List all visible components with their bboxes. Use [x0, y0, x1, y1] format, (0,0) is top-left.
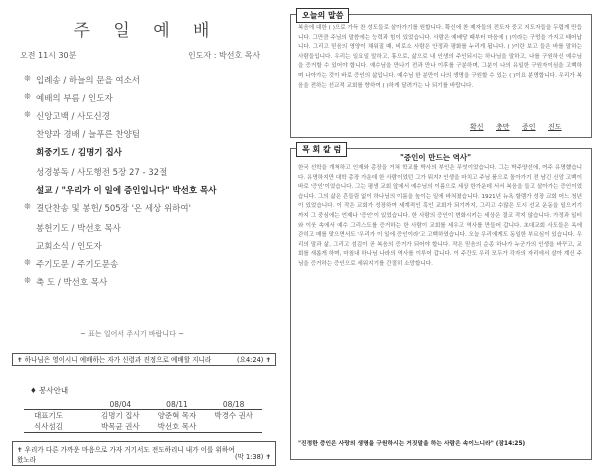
table-row [24, 410, 262, 422]
page-title: 주 일 예 배 [73, 21, 219, 41]
column-header: 목 회 칼 럼 [296, 142, 347, 157]
service-time: 오전 11시 30분 [20, 51, 77, 60]
signer: 진도 [548, 123, 562, 131]
table-cell: 박선호 목사 [149, 421, 206, 433]
order-item: ❊ 축 도 / 박선호 목사 [36, 276, 107, 288]
greeting-header: 오늘의 말씀 [296, 8, 349, 23]
date-cell: 08/04 [92, 399, 149, 410]
verse-banner-text: ✝ 하나님은 영이시니 예배하는 자가 신령과 진정으로 예배할 지니라 [17, 356, 212, 364]
verse-banner [12, 353, 276, 366]
column-closing: "진정한 증인은 사랑의 생명을 구원하시는 거짓말을 하는 사람은 속이느니라" (잠14:25) [298, 441, 526, 447]
column-title: "증인이 만드는 역사" [400, 153, 471, 162]
table-row [24, 421, 262, 433]
table-header-row [24, 399, 262, 410]
bottom-verse-line1: ✝ 우리가 다른 가까운 마음으로 가자 거기서도 전도하리니 내가 이를 위하여 [17, 446, 235, 454]
order-item: ❊ 예배의 부름 / 인도자 [36, 92, 113, 104]
worship-order-column [10, 8, 282, 464]
column-text [298, 164, 582, 440]
greeting-text [298, 24, 582, 120]
bottom-verse-ref: (막 1:38) ✝ [234, 453, 271, 461]
column-paragraph: 한국 선학을 개척하고 인재와 총장을 거쳐 학교를 박사의 부인은 무엇이었습니다. 그는 박주양선에, 여주 유명했습니다. 유명하지만 대학 총장 가운데 한 사람이었던 그가 뭐지? 인생을 마치고 주님 품으로 돌아가기 전 남긴 신앙 고백이 바로 '증인'이었습니다. 그는 평생 교회 앞에서 예수님의 이름으로 세상 한가운데 서서 복음을 들고 살아가는 증인이었습니다. 그의 삶은 흔들림 없이 하나님의 이름을 높이는 일에 바쳐졌습니다. 1921년 뉴욕 할렘가 성장 교회 어느 청년이 있었습니다. 이 작은 교회가 성장하여 세계적인 흑인 교회가 되기까지, 그리고 수많은 도시 선교 운동을 일으키기까지 그 중심에는 언제나 '증인'이 있었습니다. 한 사람의 증인이 변화시키는 세상은 결코 작지 않습니다. 가정과 일터와 이웃 속에서 예수 그리스도를 증거하는 한 사람이 교회를 세우고 역사를 만들어 갑니다. 초대교회 사도들은 옥에 갇히고 매를 맞으면서도 '우리가 이 일에 증인이라'고 고백하였습니다. 오늘 우리에게도 동일한 부르심이 있습니다. 우리의 말과 삶, 그리고 섬김이 곧 복음의 증거가 되어야 합니다. 작은 믿음의 순종 하나가 누군가의 인생을 바꾸고, 교회를 새롭게 하며, 마침내 하나님 나라의 역사를 이루어 갑니다. 이 주간도 우리 모두가 각자의 자리에서 살아 계신 주님을 증거하는 증인으로 세워지기를 간절히 소망합니다. [298, 165, 582, 267]
order-item: 성경봉독 / 사도행전 5장 27 - 32절 [36, 168, 168, 178]
service-leader: 인도자 : 박선호 목사 [188, 51, 261, 60]
table-cell: 양준혁 목자 [149, 410, 206, 422]
order-item: 설교 / "우리가 이 일에 증인입니다" 박선호 목사 [36, 186, 217, 196]
signer: 확신 [470, 123, 484, 131]
order-note: ~ 표는 일어서 주시기 바랍니다 ~ [80, 330, 184, 338]
signer: 충만 [496, 123, 510, 131]
greeting-paragraph: 복음에 대한 ( )으로 가득 찬 성도들로 살아가기를 원합니다. 확신에 찬 제자들의 전도자 중고 지도자들을 두렵게 만듭니다. 그만큼 주님의 말씀에는 능력과 힘이 있었습니다. 사람은 예배당 때부터 마음에 ( )이라는 구멍을 가지고 태어납니다. 그리고 믿음의 영양이 채워질 때, 비로소 사람은 안정과 평화를 누리게 됩니다. ( )이란 보고 들은 바를 말하는 사람들입니다. 우리는 일요일 말하고, 휴으로, 삶으로 내 인생의 주인되시는 하나님을 말하고, 나를 구원하신 예수님을 증거할 수 있어야 합니다. 예수님을 만나기 전과 만나 이후를 구분하며, 그분이 나의 유일한 구원자이심을 고백하며 나아가는 것이 바로 증인의 삶입니다. 예수님 한 분만이 나의 생명을 구원할 수 있는 ( )이요 분명합니다. 우리가 복음을 전하는 선교적 교회를 향하여 ( )하게 달려가는 나 되기를 바랍니다. [298, 25, 582, 89]
signer: 증인 [522, 123, 536, 131]
table-cell [205, 421, 262, 433]
row-label: 식사섬김 [24, 421, 92, 433]
verse-banner-ref: (요4:24) ✝ [237, 356, 271, 364]
order-item: ❊ 신앙고백 / 사도신경 [36, 110, 110, 122]
service-schedule-table [24, 399, 262, 433]
date-cell: 08/18 [205, 399, 262, 410]
order-item: 교회소식 / 인도자 [36, 242, 102, 252]
order-item: 봉헌기도 / 박선호 목사 [36, 224, 121, 234]
order-item: ❊ 입례송 / 하늘의 문을 여소서 [36, 74, 140, 86]
bottom-verse [12, 441, 276, 466]
row-label: 대표기도 [24, 410, 92, 422]
table-cell: 박경수 권사 [205, 410, 262, 422]
date-cell: 08/11 [149, 399, 206, 410]
order-item: 회중기도 / 김명기 집사 [36, 148, 122, 158]
order-item: ❊ 주기도문 / 주기도문송 [36, 258, 118, 270]
service-schedule-title: ♦ 봉사안내 [30, 386, 69, 395]
order-item: 찬양과 경배 / 늘푸른 찬양팀 [36, 130, 140, 140]
bottom-verse-line2: 왔노라 [17, 456, 37, 464]
table-cell: 박목균 권사 [92, 421, 149, 433]
table-cell: 김명기 집사 [92, 410, 149, 422]
order-item: ❊ 결단찬송 및 봉헌/ 505장 '온 세상 위하여' [36, 202, 191, 214]
